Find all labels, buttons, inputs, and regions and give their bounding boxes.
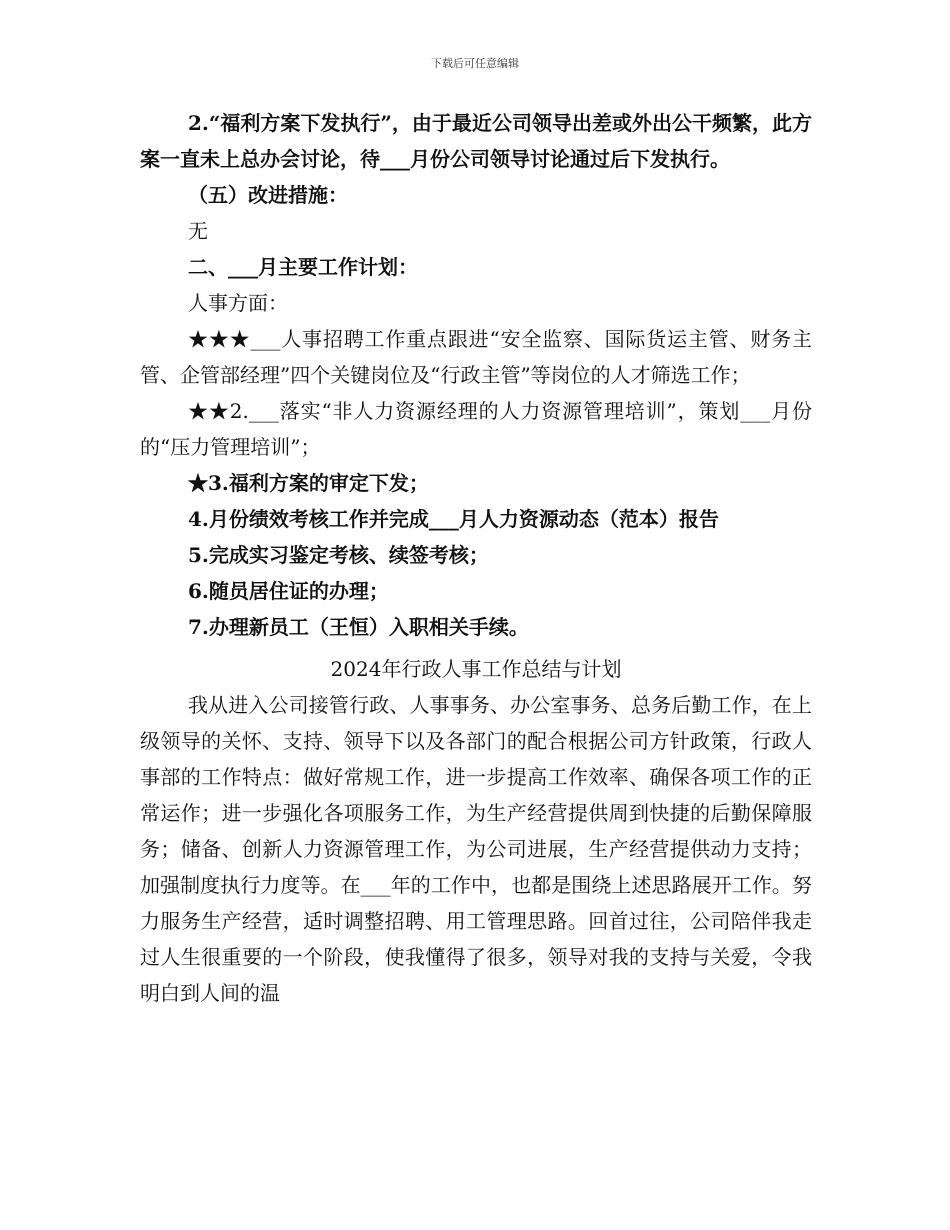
page-header: 下载后可任意编辑	[431, 57, 519, 70]
document-title: 2024年行政人事工作总结与计划	[330, 657, 622, 681]
paragraph-summary: 我从进入公司接管行政、人事事务、办公室事务、总务后勤工作，在上级领导的关怀、支持、领导下以及各部门的配合根据公司方针政策，行政人事部的工作特点：做好常规工作，进一步提高工作效率、确保各项工作的正常运作；进一步强化各项服务工作，为生产经营提供周到快捷的后勤保障服务；储备、创新人力资源管理工作，为公司进展，生产经营提供动力支持；加强制度执行力度等。在___年的工作中，也都是围绕上述思路展开工作。努力服务生产经营，适时调整招聘、用工管理思路。回首过往，公司陪伴我走过人生很重要的一个阶段，使我懂得了很多，领导对我的支持与关爱，令我明白到人间的温	[140, 693, 812, 1005]
plan-item-assessment: 5.完成实习鉴定考核、续签考核；	[188, 543, 489, 567]
paragraph-welfare-plan: 2.“福利方案下发执行”，由于最近公司领导出差或外出公干频繁，此方案一直未上总办会讨论，待___月份公司领导讨论通过后下发执行。	[140, 111, 812, 171]
plan-item-onboarding: 7.办理新员工（王恒）入职相关手续。	[188, 615, 529, 639]
paragraph-none: 无	[188, 219, 208, 243]
plan-item-residence: 6.随员居住证的办理；	[188, 579, 389, 603]
plan-item-welfare: ★3.福利方案的审定下发；	[188, 471, 429, 495]
plan-item-training: ★★2.___落实“非人力资源经理的人力资源管理培训”，策划___月份的“压力管理培训”；	[140, 399, 812, 459]
plan-item-recruitment: ★★★___人事招聘工作重点跟进“安全监察、国际货运主管、财务主管、企管部经理”四个关键岗位及“行政主管”等岗位的人才筛选工作；	[140, 327, 812, 387]
document-body	[140, 105, 812, 1011]
plan-item-performance: 4.月份绩效考核工作并完成___月人力资源动态（范本）报告	[188, 507, 719, 531]
subheading-personnel: 人事方面：	[188, 291, 288, 315]
section-heading-work-plan: 二、___月主要工作计划：	[188, 255, 418, 279]
section-heading-improvement: （五）改进措施：	[188, 183, 348, 207]
